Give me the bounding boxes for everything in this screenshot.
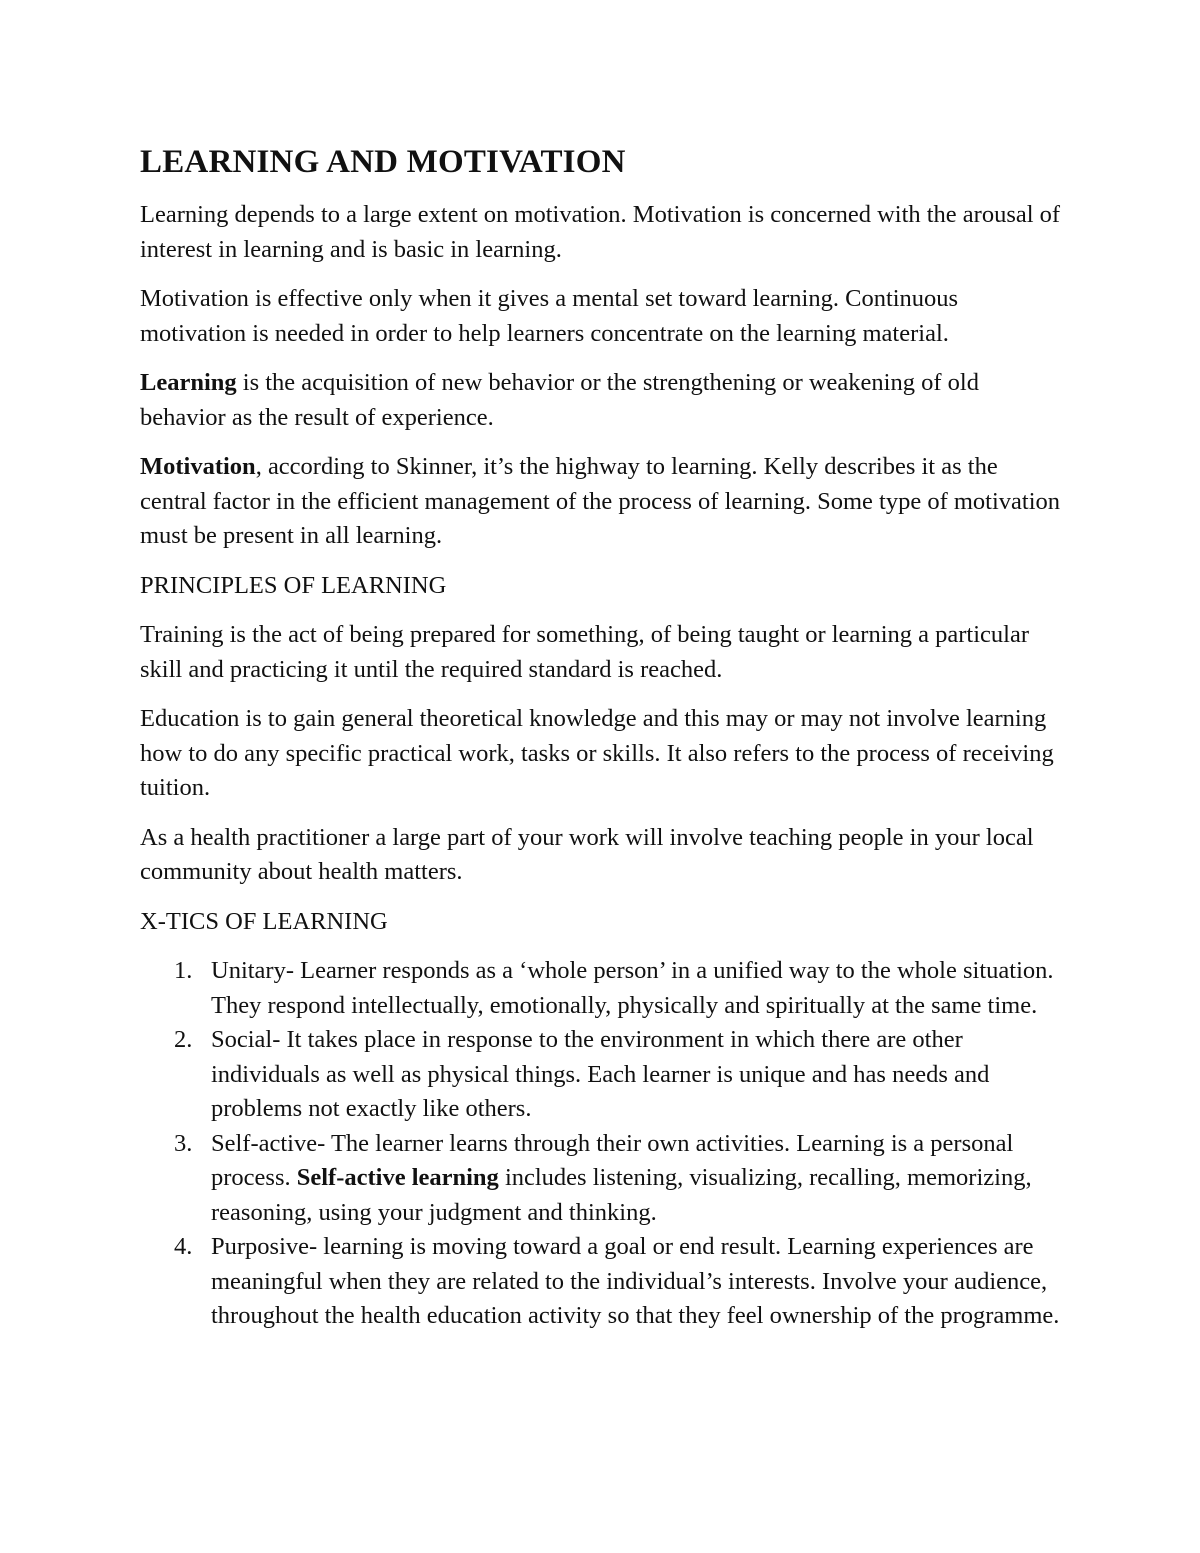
motivation-definition-text: , according to Skinner, it’s the highway to learning. Kelly describes it as the central factor in the efficient management of the process of learning. Some type of motivation must be present in all learning. bbox=[140, 453, 1061, 549]
characteristics-list bbox=[140, 954, 1070, 1334]
term-learning: Learning bbox=[140, 369, 237, 396]
document-page bbox=[140, 140, 1070, 1334]
list-item-text: Unitary- Learner responds as a ‘whole person’ in a unified way to the whole situation. They respond intellectually, emotionally, physically and spiritually at the same time. bbox=[211, 957, 1054, 1019]
heading-principles-of-learning: PRINCIPLES OF LEARNING bbox=[140, 571, 447, 599]
list-item bbox=[140, 1023, 1070, 1127]
list-item-number: 1. bbox=[174, 957, 193, 984]
paragraph-health-practitioner: As a health practitioner a large part of your work will involve teaching people in your local community about health matters. bbox=[140, 823, 1034, 885]
list-item-text: Purposive- learning is moving toward a goal or end result. Learning experiences are meaningful when they are related to the individual’s interests. Involve your audience, throughout the health education activity so that they feel ownership of the programme. bbox=[211, 1233, 1060, 1329]
learning-definition-text: is the acquisition of new behavior or the strengthening or weakening of old behavior as the result of experience. bbox=[140, 369, 979, 431]
paragraph-motivation-effective: Motivation is effective only when it gives a mental set toward learning. Continuous motivation is needed in order to help learners concentrate on the learning material. bbox=[140, 285, 959, 347]
term-motivation: Motivation bbox=[140, 453, 256, 480]
paragraph-motivation-definition bbox=[140, 450, 1070, 554]
paragraph-training: Training is the act of being prepared for something, of being taught or learning a particular skill and practicing it until the required standard is reached. bbox=[140, 621, 1029, 683]
document-title: LEARNING AND MOTIVATION bbox=[140, 144, 626, 180]
term-self-active-learning: Self-active learning bbox=[296, 1164, 499, 1191]
list-item bbox=[140, 954, 1070, 1023]
list-item-text-after: includes listening, visualizing, recalling, memorizing, reasoning, using your judgment and thinking. bbox=[211, 1164, 1032, 1226]
list-item bbox=[140, 1230, 1070, 1334]
list-item-number: 2. bbox=[174, 1026, 193, 1053]
list-item-text: Social- It takes place in response to the environment in which there are other individuals as well as physical things. Each learner is unique and has needs and problems not exactly like others. bbox=[211, 1026, 990, 1122]
list-item-text-before: Self-active- The learner learns through their own activities. Learning is a personal process. bbox=[211, 1129, 1014, 1191]
list-item-number: 3. bbox=[174, 1129, 193, 1157]
list-item-number: 4. bbox=[174, 1233, 193, 1260]
heading-xtics-of-learning: X-TICS OF LEARNING bbox=[140, 907, 388, 935]
paragraph-learning-definition bbox=[140, 366, 1070, 435]
list-item bbox=[140, 1127, 1070, 1231]
paragraph-motivation-intro: Learning depends to a large extent on motivation. Motivation is concerned with the arousal of interest in learning and is basic in learning. bbox=[140, 201, 1061, 263]
paragraph-education: Education is to gain general theoretical knowledge and this may or may not involve learning how to do any specific practical work, tasks or skills. It also refers to the process of receiving tuition. bbox=[140, 705, 1054, 801]
